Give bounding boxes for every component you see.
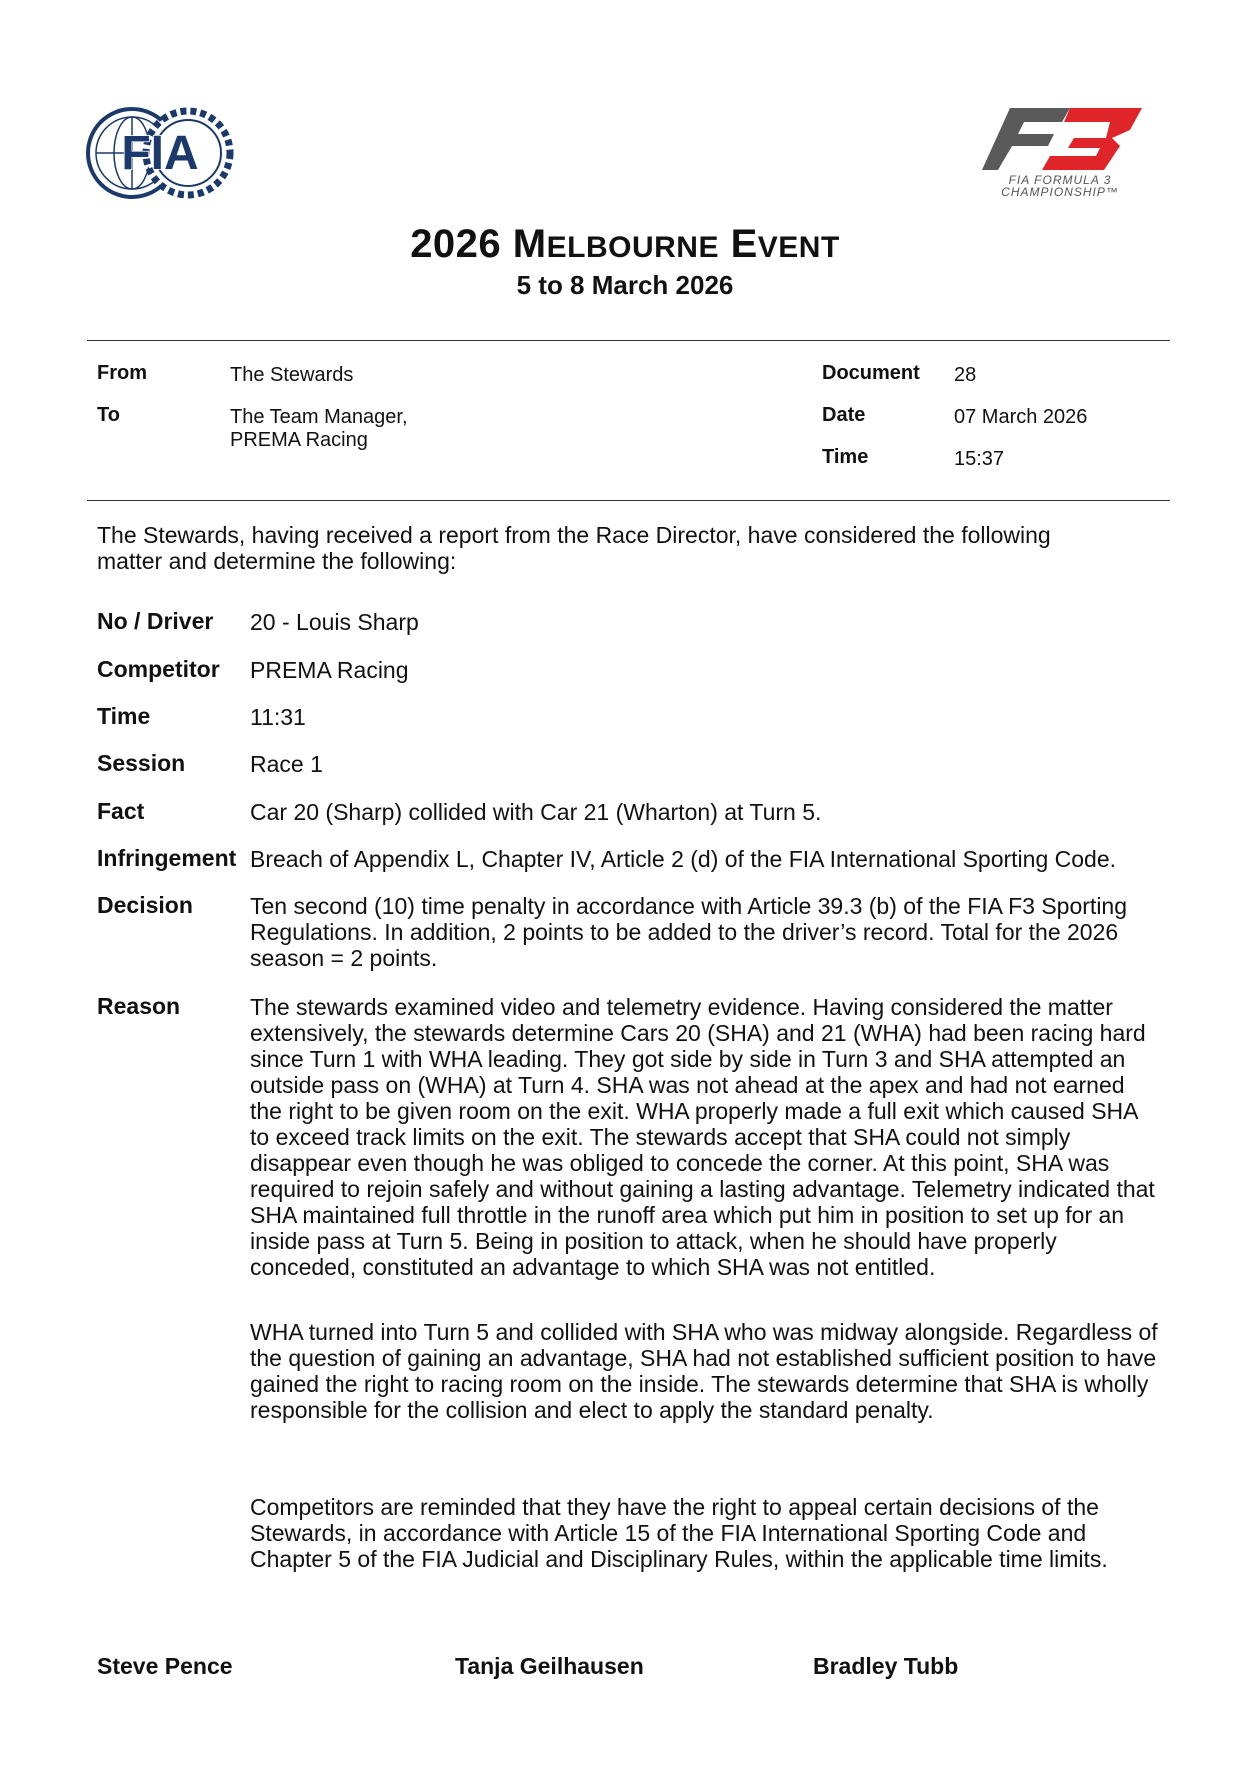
reason-paragraph-1: The stewards examined video and telemetry evidence. Having considered the matter extensively, the stewards determine Cars 20 (SHA) and 21 (WHA) had been racing hard since Turn 1 with WHA leading. They got side by side in Turn 3 and SHA attempted an outside pass on (WHA) at Turn 4. SHA was not ahead at the apex and had not earned the right to be given room on the exit. WHA properly made a full exit which caused SHA to exceed track limits on the exit. The stewards accept that SHA could not simply disappear even though he was obliged to concede the corner. At this point, SHA was required to rejoin safely and without gaining a lasting advantage. Telemetry indicated that SHA maintained full throttle in the runoff area which put him in position to set up for an inside pass at Turn 5. Being in position to attack, when he should have properly conceded, constituted an advantage to which SHA was not entitled. [250, 994, 1155, 1280]
to-value [230, 406, 408, 452]
competitor-value: PREMA Racing [250, 657, 409, 683]
intro-paragraph: The Stewards, having received a report from the Race Director, have considered the following matter and determine the following: [97, 522, 1051, 574]
fact-label: Fact [97, 798, 145, 824]
to-value-line1: The Team Manager, [230, 406, 408, 428]
signatory-steward-1: Steve Pence [97, 1653, 233, 1679]
header-top-rule [87, 340, 1170, 341]
fact-value: Car 20 (Sharp) collided with Car 21 (Wharton) at Turn 5. [250, 799, 822, 825]
event-year: 2026 [410, 222, 502, 266]
from-label: From [97, 362, 147, 384]
date-value: 07 March 2026 [954, 406, 1088, 428]
fia-logo [84, 103, 234, 203]
f3-logo [980, 108, 1170, 198]
signatory-steward-2: Tanja Geilhausen [455, 1653, 644, 1679]
date-label: Date [822, 404, 866, 426]
decision-label: Decision [97, 892, 193, 918]
session-label: Session [97, 750, 186, 776]
event-title [0, 222, 1250, 267]
infringement-value: Breach of Appendix L, Chapter IV, Article 2 (d) of the FIA International Sporting Code. [250, 846, 1117, 872]
offence-time-label: Time [97, 703, 151, 729]
time-label: Time [822, 446, 869, 468]
event-name-first: MELBOURNE [512, 222, 719, 266]
document-label: Document [822, 362, 920, 384]
to-value-line2: PREMA Racing [230, 429, 368, 451]
f3-caption-line2: CHAMPIONSHIP™ [1001, 185, 1119, 198]
session-value: Race 1 [250, 751, 323, 777]
time-value: 15:37 [954, 448, 1005, 470]
f3-caption-line1: FIA FORMULA 3 [1008, 173, 1112, 187]
driver-value: 20 - Louis Sharp [250, 609, 419, 635]
to-label: To [97, 404, 120, 426]
reason-paragraph-2: WHA turned into Turn 5 and collided with SHA who was midway alongside. Regardless of the question of gaining an advantage, SHA had not established sufficient position to have gained the right to racing room on the inside. The stewards determine that SHA is wholly responsible for the collision and elect to apply the standard penalty. [250, 1319, 1158, 1423]
document-value: 28 [954, 364, 977, 386]
competitor-label: Competitor [97, 656, 220, 682]
event-name-second: EVENT [730, 222, 840, 266]
signatory-steward-3: Bradley Tubb [813, 1653, 959, 1679]
decision-value: Ten second (10) time penalty in accordance with Article 39.3 (b) of the FIA F3 Sporting Regulations. In addition, 2 points to be added to the driver’s record. Total for the 2026 season = 2 points. [250, 893, 1128, 971]
reason-label: Reason [97, 993, 181, 1019]
infringement-label: Infringement [97, 845, 237, 871]
fia-logo-text: FIA [121, 127, 199, 180]
event-dates: 5 to 8 March 2026 [516, 270, 734, 300]
from-value: The Stewards [230, 364, 354, 386]
appeal-notice: Competitors are reminded that they have the right to appeal certain decisions of the Stewards, in accordance with Article 15 of the FIA International Sporting Code and Chapter 5 of the FIA Judicial and Disciplinary Rules, within the applicable time limits. [250, 1494, 1108, 1572]
offence-time-value: 11:31 [250, 704, 306, 730]
driver-label: No / Driver [97, 608, 214, 634]
header-bottom-rule [87, 500, 1170, 501]
